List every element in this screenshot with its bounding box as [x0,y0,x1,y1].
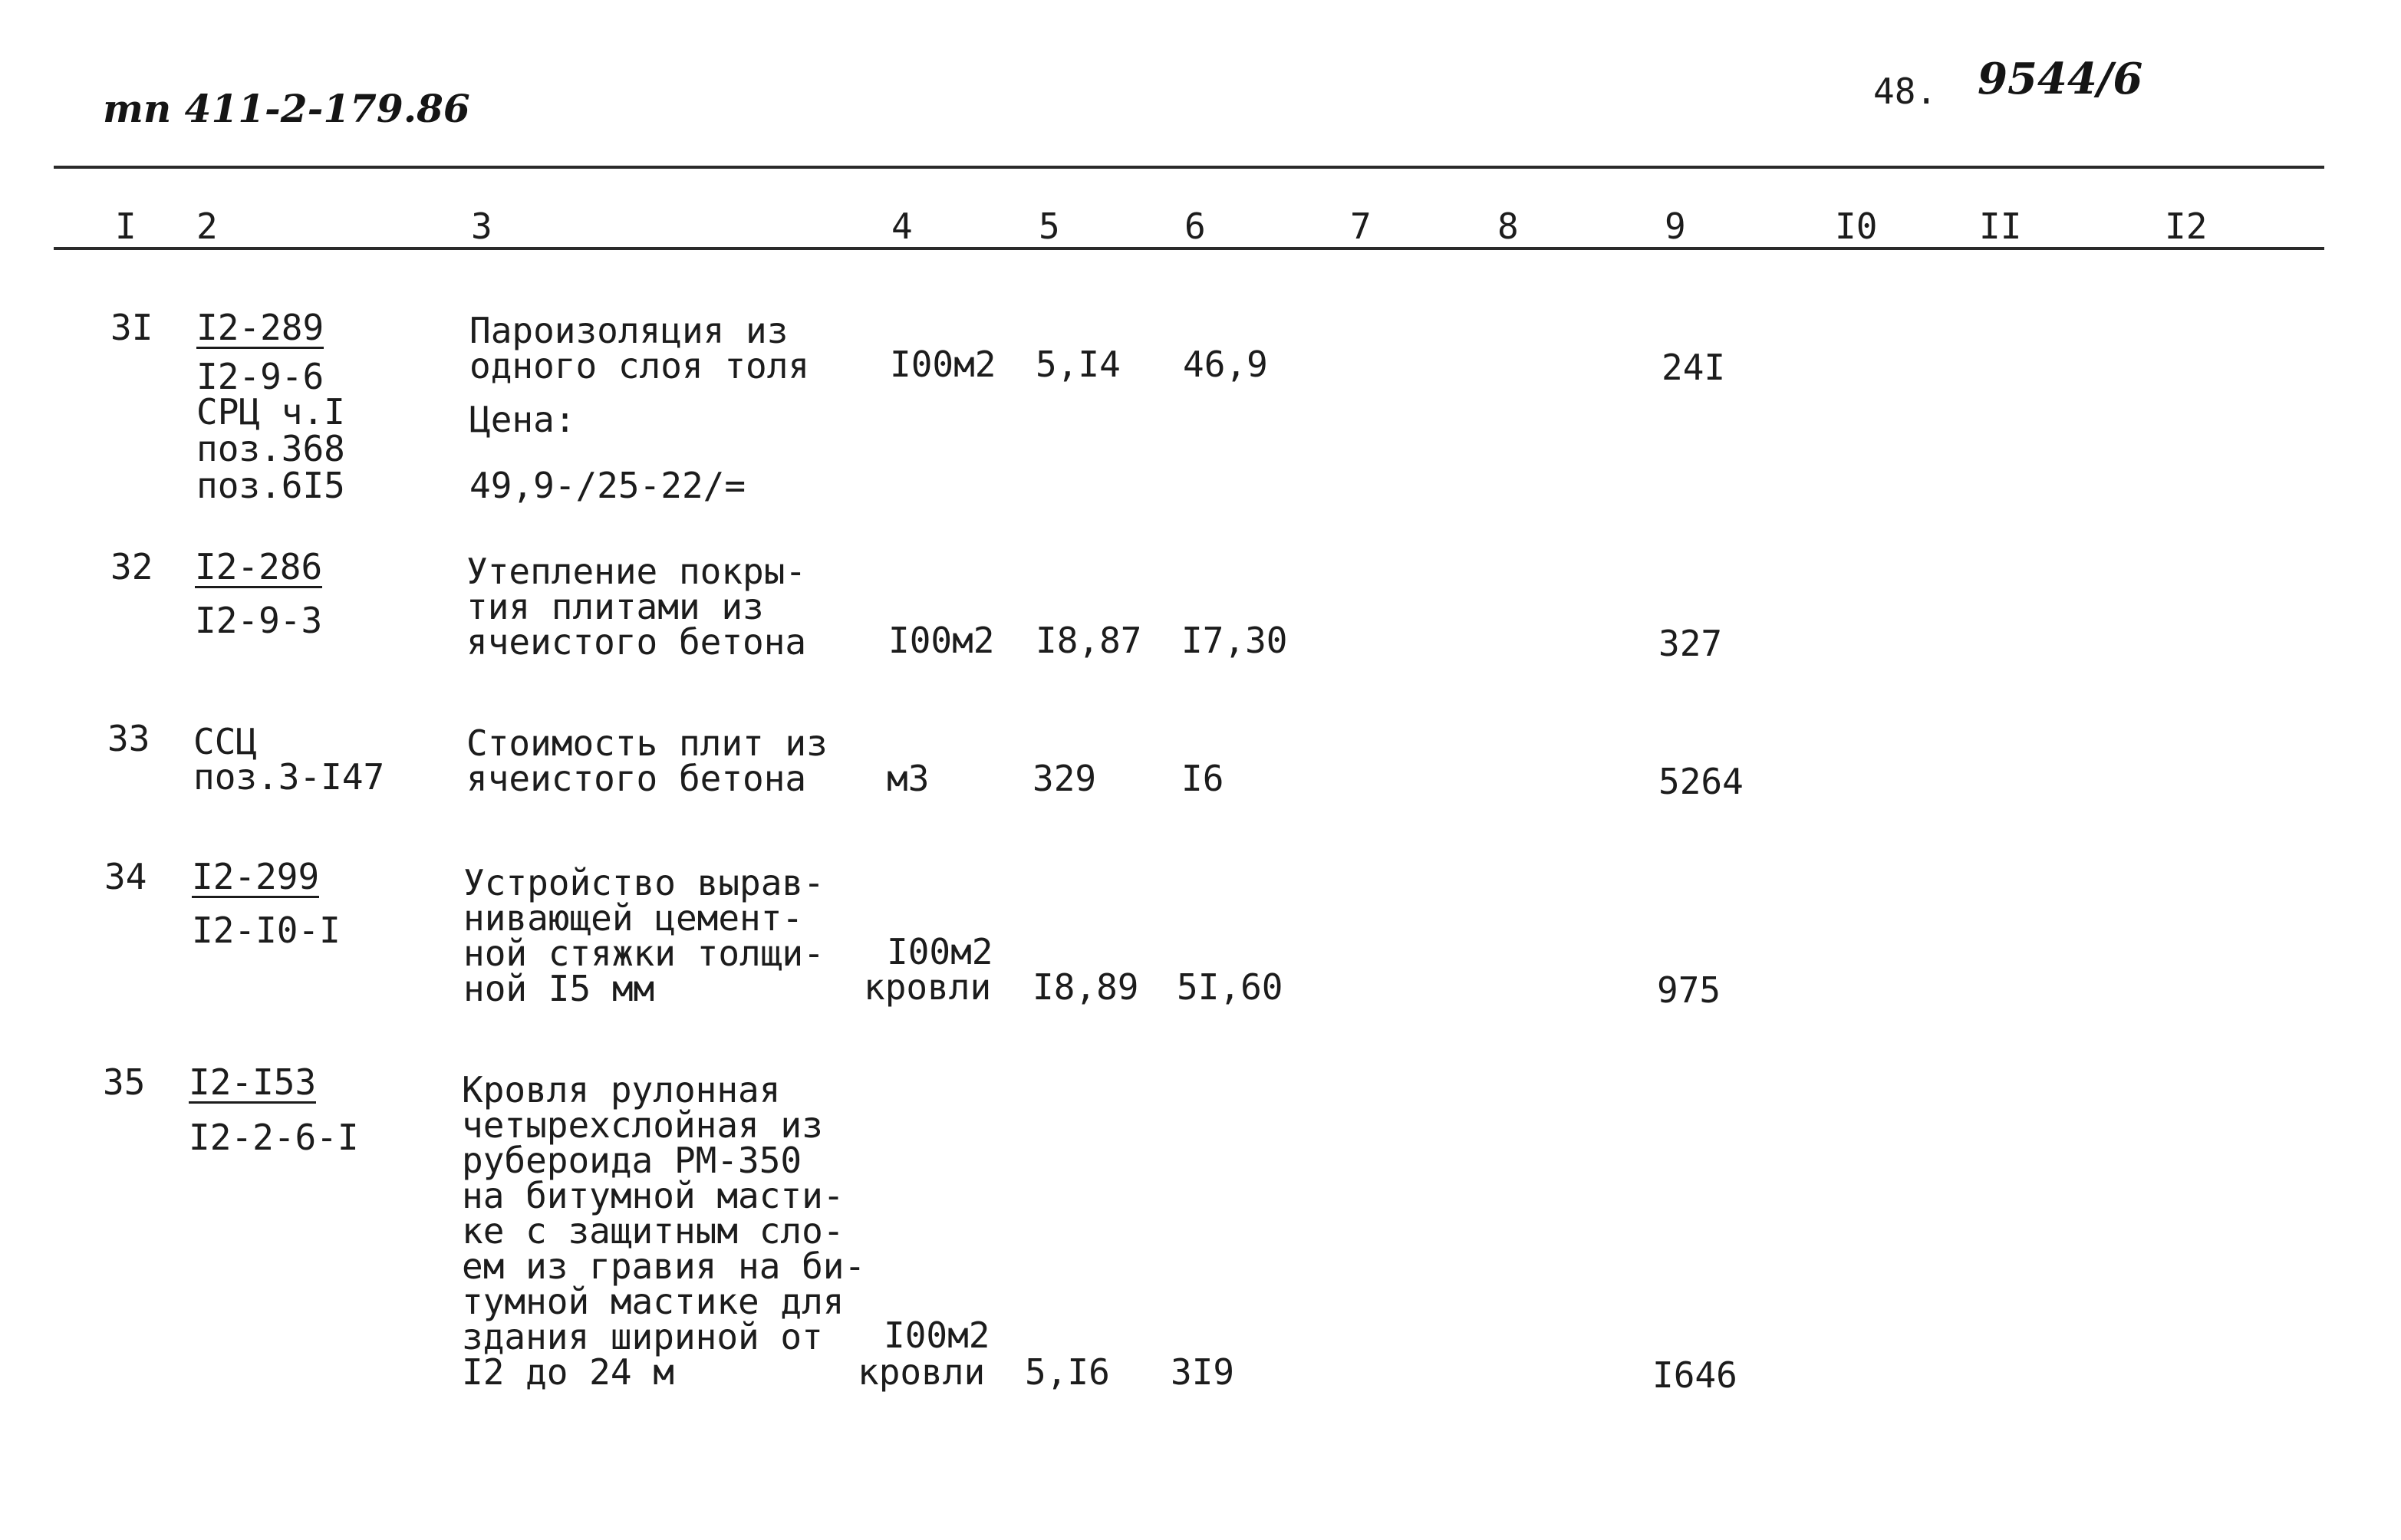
column-header: 8 [1497,206,1519,247]
row-number: 32 [110,546,153,587]
column-header: 9 [1665,206,1686,247]
price-formula: 49,9-/25-22/= [469,465,746,506]
price-code-extra: СРЦ ч.I [196,391,345,433]
price-code: I2-286 [195,546,323,587]
work-description: Устройство вырав- нивающей цемент- ной стяжки толщи- ной I5 мм [463,862,825,1009]
total-cost: 327 [1658,623,1723,664]
work-description: Кровля рулонная четырехслойная из рубероида РМ-350 на битумной масти- ке с защитным сло- ем из гравия на би- тумной мастике для здания шириной от I2 до 24 м [462,1069,866,1393]
unit-cost: 5I,60 [1177,966,1283,1008]
column-header: I [115,206,137,247]
document-code: тп 411-2-179.86 [103,86,470,131]
price-code-extra: поз.6I5 [196,465,345,506]
row-number: 34 [104,856,147,897]
column-header: 7 [1350,206,1372,247]
top-rule [54,166,2324,169]
work-description: Пароизоляция из одного слоя толя [469,310,810,387]
quantity: 5,I4 [1036,344,1121,385]
column-header: 4 [891,206,913,247]
work-description: Стоимость плит из ячеистого бетона [466,722,828,799]
column-header: I2 [2165,206,2208,247]
price-code-secondary: I2-9-3 [195,600,323,641]
price-code-secondary: поз.3-I47 [193,756,385,798]
unit: I00м2 [884,1315,990,1356]
unit-cost: I6 [1181,758,1224,799]
unit-cost: 46,9 [1183,344,1268,385]
column-header-rule [54,247,2324,250]
unit: м3 [887,758,930,799]
row-number: 35 [103,1061,146,1103]
quantity: I8,89 [1033,966,1139,1008]
price-code: ССЦ [193,721,258,762]
column-header: II [1979,206,2022,247]
price-label: Цена: [469,399,576,440]
row-number: 33 [107,718,150,759]
price-code-secondary: I2-I0-I [192,910,341,951]
column-header: 2 [196,206,218,247]
total-cost: I646 [1652,1354,1737,1396]
column-header: I0 [1835,206,1878,247]
quantity: 5,I6 [1025,1351,1110,1393]
price-code-extra: поз.368 [196,428,345,469]
unit-suffix: кровли [864,966,992,1008]
page-number: 48. [1873,71,1938,112]
unit: I00м2 [887,931,993,972]
price-code: I2-299 [192,856,320,897]
unit: I00м2 [888,620,995,661]
price-code-secondary: I2-2-6-I [189,1117,359,1158]
column-header: 5 [1039,206,1060,247]
unit-suffix: кровли [858,1351,986,1393]
column-header: 6 [1184,206,1206,247]
quantity: 329 [1033,758,1097,799]
unit-cost: I7,30 [1181,620,1288,661]
column-header: 3 [471,206,492,247]
total-cost: 5264 [1658,761,1744,802]
row-number: 3I [110,307,153,348]
unit-cost: 3I9 [1171,1351,1235,1393]
unit: I00м2 [890,344,996,385]
price-code: I2-I53 [189,1061,317,1103]
total-cost: 975 [1657,969,1721,1011]
price-code: I2-289 [196,307,324,348]
work-description: Утепление покры- тия плитами из ячеистого бетона [466,551,807,663]
quantity: I8,87 [1036,620,1142,661]
total-cost: 24I [1662,347,1726,388]
sheet-reference: 9544/6 [1978,54,2143,104]
price-code-secondary: I2-9-6 [196,356,324,397]
